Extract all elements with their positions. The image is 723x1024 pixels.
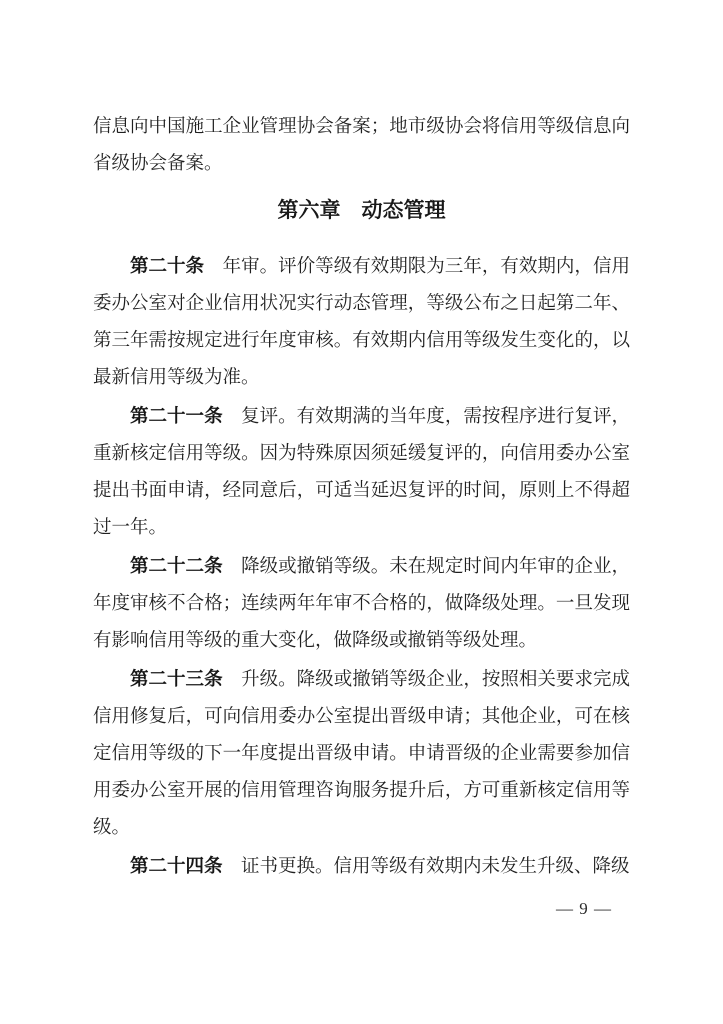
article-number: 第二十一条 bbox=[130, 405, 223, 426]
article-text: 升级。降级或撤销等级企业，按照相关要求完成信用修复后，可向信用委办公室提出晋级申请；其他企业，可在核定信用等级的下一年度提出晋级申请。申请晋级的企业需要参加信用委办公室开展的信用管理咨询服务提升后，方可重新核定信用等级。 bbox=[93, 670, 630, 838]
page-number: — 9 — bbox=[556, 899, 612, 918]
paragraph-continuation: 信息向中国施工企业管理协会备案；地市级协会将信用等级信息向省级协会备案。 bbox=[93, 117, 630, 174]
article-text: 降级或撤销等级。未在规定时间内年审的企业，年度审核不合格；连续两年年审不合格的，做降级处理。一旦发现有影响信用等级的重大变化，做降级或撤销等级处理。 bbox=[93, 557, 630, 651]
article-paragraph bbox=[93, 397, 630, 547]
article-paragraph bbox=[93, 660, 630, 847]
article-number: 第二十三条 bbox=[130, 668, 223, 689]
article-paragraph bbox=[93, 847, 630, 886]
article-text: 年审。评价等级有效期限为三年，有效期内，信用委办公室对企业信用状况实行动态管理，等级公布之日起第二年、第三年需按规定进行年度审核。有效期内信用等级发生变化的，以最新信用等级为准。 bbox=[93, 257, 630, 388]
article-number: 第二十四条 bbox=[130, 855, 223, 876]
article-text: 复评。有效期满的当年度，需按程序进行复评，重新核定信用等级。因为特殊原因须延缓复评的，向信用委办公室提出书面申请，经同意后，可适当延迟复评的时间，原则上不得超过一年。 bbox=[93, 407, 630, 538]
document-body bbox=[93, 109, 630, 886]
article-text: 证书更换。信用等级有效期内未发生升级、降级 bbox=[241, 857, 630, 877]
article-paragraph bbox=[93, 247, 630, 397]
chapter-heading: 第六章 动态管理 bbox=[277, 199, 446, 222]
article-number: 第二十二条 bbox=[130, 555, 223, 576]
article-paragraph bbox=[93, 547, 630, 660]
article-number: 第二十条 bbox=[130, 255, 205, 276]
